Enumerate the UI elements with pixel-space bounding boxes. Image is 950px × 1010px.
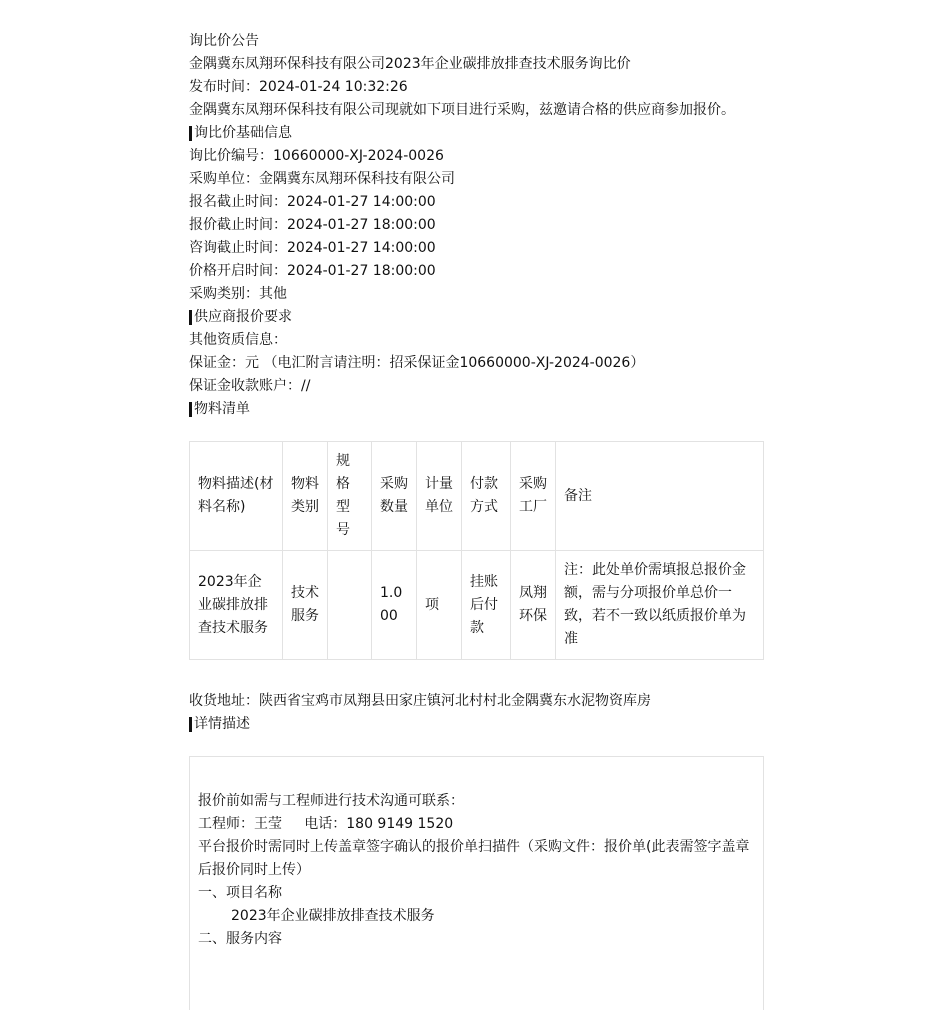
table-cell: 凤翔环保: [511, 551, 556, 660]
section-supplier-heading: 供应商报价要求: [189, 306, 764, 329]
notice-title: 金隅冀东凤翔环保科技有限公司2023年企业碳排放排查技术服务询比价: [189, 56, 631, 72]
table-header-row: [190, 442, 764, 551]
field-inquiry-number: 询比价编号：10660000-XJ-2024-0026: [189, 148, 444, 164]
detail-line: 一、项目名称: [198, 885, 282, 901]
table-cell: [328, 551, 372, 660]
table-header-cell: 备注: [556, 442, 764, 551]
detail-box: [189, 756, 764, 1010]
notice-type: 询比价公告: [189, 33, 259, 49]
table-cell: 2023年企业碳排放排查技术服务: [190, 551, 283, 660]
section-materials-heading: 物料清单: [189, 398, 764, 421]
publish-time: 发布时间：2024-01-24 10:32:26: [189, 79, 408, 95]
table-header-cell: 采购数量: [372, 442, 417, 551]
table-cell: 1.000: [372, 551, 417, 660]
detail-line: 工程师：王莹 电话：180 9149 1520: [198, 816, 454, 832]
field-deposit-account: 保证金收款账户：//: [189, 378, 311, 394]
notice-intro: 金隅冀东凤翔环保科技有限公司现就如下项目进行采购，兹邀请合格的供应商参加报价。: [189, 102, 735, 118]
notice-page: [189, 30, 764, 1010]
section-bar-icon: [189, 402, 192, 417]
field-inquiry-deadline: 咨询截止时间：2024-01-27 14:00:00: [189, 240, 436, 256]
delivery-address: 收货地址：陕西省宝鸡市凤翔县田家庄镇河北村村北金隅冀东水泥物资库房: [189, 693, 651, 709]
section-bar-icon: [189, 310, 192, 325]
detail-line: 平台报价时需同时上传盖章签字确认的报价单扫描件（采购文件：报价单(此表需签字盖章后报价同时上传）: [198, 839, 750, 878]
table-header-cell: 物料类别: [283, 442, 328, 551]
table-row: [190, 551, 764, 660]
table-cell: 注：此处单价需填报总报价金额，需与分项报价单总价一致，若不一致以纸质报价单为准: [556, 551, 764, 660]
table-header-cell: 规格型号: [328, 442, 372, 551]
field-price-open-time: 价格开启时间：2024-01-27 18:00:00: [189, 263, 436, 279]
table-header-cell: 物料描述(材料名称): [190, 442, 283, 551]
detail-line: 报价前如需与工程师进行技术沟通可联系：: [198, 793, 464, 809]
field-quote-deadline: 报价截止时间：2024-01-27 18:00:00: [189, 217, 436, 233]
detail-line: 2023年企业碳排放排查技术服务: [231, 908, 435, 924]
field-registration-deadline: 报名截止时间：2024-01-27 14:00:00: [189, 194, 436, 210]
section-detail-heading: 详情描述: [189, 713, 764, 736]
table-cell: 项: [417, 551, 462, 660]
table-header-cell: 采购工厂: [511, 442, 556, 551]
field-category: 采购类别：其他: [189, 286, 287, 302]
section-basic-heading: 询比价基础信息: [189, 122, 764, 145]
field-deposit: 保证金：元 （电汇附言请注明：招采保证金10660000-XJ-2024-0026）: [189, 355, 645, 371]
section-bar-icon: [189, 126, 192, 141]
field-purchaser: 采购单位：金隅冀东凤翔环保科技有限公司: [189, 171, 455, 187]
section-bar-icon: [189, 717, 192, 732]
table-cell: 挂账后付款: [462, 551, 511, 660]
detail-line: 二、服务内容: [198, 931, 282, 947]
table-header-cell: 计量单位: [417, 442, 462, 551]
materials-table: [189, 441, 764, 660]
table-header-cell: 付款方式: [462, 442, 511, 551]
field-qualification: 其他资质信息：: [189, 332, 287, 348]
table-cell: 技术服务: [283, 551, 328, 660]
